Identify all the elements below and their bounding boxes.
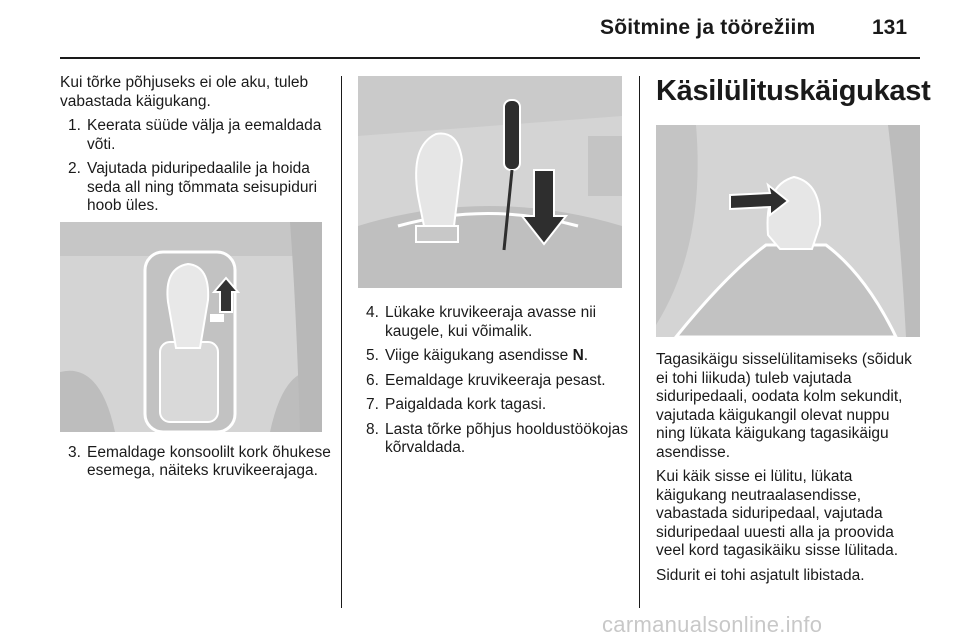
- gear-position-n: N: [572, 347, 584, 364]
- column-divider-1: [341, 76, 342, 608]
- step-text: Paigaldada kork tagasi.: [385, 396, 547, 413]
- step-item: [358, 347, 628, 366]
- paragraph-reverse-gear: Tagasikäigu sisselülitamiseks (sõiduk ei tohi liikuda) tuleb vajutada siduripedaali, oodata kolm sekundit, vajutada käigukangil olevat nuppu ning lükata käigukang tagasikäigu asendisse.: [656, 351, 912, 461]
- step-number: 2.: [68, 160, 81, 177]
- step-number: 8.: [366, 420, 379, 438]
- step-number: 5.: [366, 347, 379, 364]
- figure-console-cap: [60, 222, 322, 432]
- step-text: Lasta tõrke põhjus hooldustöökojas kõrvaldada.: [385, 420, 628, 456]
- column-1: [60, 74, 332, 487]
- figure-reverse-gear-knob: [656, 125, 920, 337]
- step-item: [358, 421, 628, 458]
- step-item: [60, 444, 332, 481]
- step-number: 6.: [366, 371, 379, 389]
- page-header-title: Sõitmine ja töörežiim: [600, 16, 816, 39]
- step-item: [60, 117, 332, 154]
- step-item: [358, 396, 628, 415]
- step-item: [358, 304, 628, 341]
- step-item: [60, 160, 332, 216]
- step-text: Keerata süüde välja ja eemaldada võti.: [87, 117, 322, 153]
- step-number: 7.: [366, 396, 379, 413]
- steps-list-1b: [60, 444, 332, 481]
- steps-list-1: [60, 117, 332, 216]
- page-number: 131: [872, 16, 908, 39]
- step-text-end: .: [583, 347, 589, 364]
- step-text: Eemaldage konsoolilt kork õhukese esemega, näiteks kruvikeerajaga.: [87, 443, 331, 479]
- paragraph-clutch-warning: Sidurit ei tohi asjatult libistada.: [656, 566, 865, 584]
- column-2: [358, 74, 628, 464]
- step-text: Eemaldage kruvikeeraja pesast.: [385, 371, 606, 389]
- watermark: carmanualsonline.info: [602, 612, 823, 637]
- steps-list-2: [358, 304, 628, 458]
- intro-paragraph: Kui tõrke põhjuseks ei ole aku, tuleb vabastada käigukang.: [60, 74, 309, 110]
- step-text: Vajutada piduripedaalile ja hoida seda all ning tõmmata seisupiduri hoob üles.: [87, 160, 318, 214]
- step-number: 4.: [366, 304, 379, 321]
- header-rule: [60, 57, 920, 59]
- step-number: 1.: [68, 117, 81, 134]
- section-heading: Käsilülituskäigukast: [656, 75, 931, 107]
- paragraph-gear-not-engaging: Kui käik sisse ei lülitu, lükata käigukang neutraalasendisse, vabastada siduripedaal, vajutada siduripedaal uuesti alla ja proovida veel kord tagasikäiku sisse lülitada.: [656, 468, 899, 559]
- step-item: [358, 372, 628, 391]
- column-divider-2: [639, 76, 640, 608]
- step-text: Viige käigukang asendisse: [385, 347, 573, 364]
- column-3: [656, 74, 931, 591]
- figure-screwdriver: [358, 76, 622, 288]
- step-number: 3.: [68, 443, 81, 461]
- step-text: Lükake kruvikeeraja avasse nii kaugele, kui võimalik.: [385, 304, 597, 340]
